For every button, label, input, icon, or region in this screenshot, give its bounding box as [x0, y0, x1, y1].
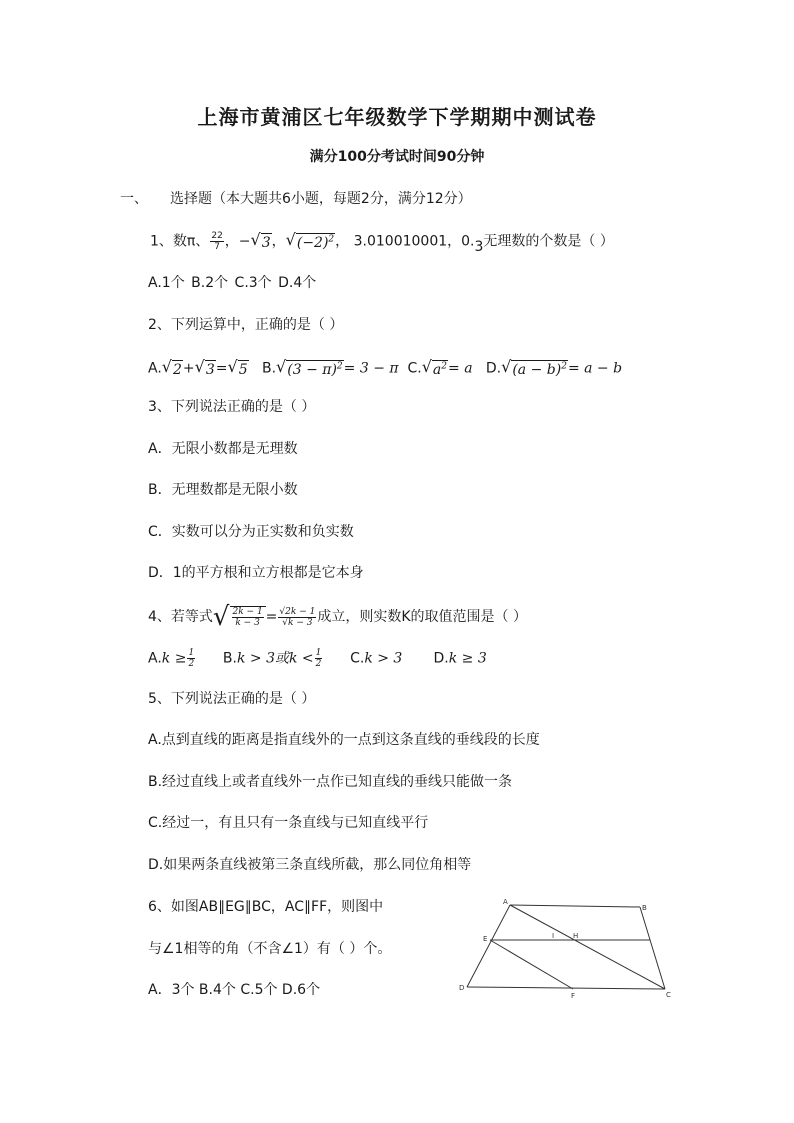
q2-a-eq: =	[215, 360, 228, 377]
q4-a-expr: k ≥	[161, 650, 187, 667]
question-6-stem-line1: 6、如图AB∥EG∥BC，AC∥FF，则图中	[148, 899, 384, 915]
q1-repeat-digit: 3	[474, 238, 484, 255]
q4-tail: 成立，则实数K的取值范围是（ ）	[317, 609, 527, 625]
question-5-stem: 5、下列说法正确的是（ ）	[148, 691, 316, 707]
question-3-option-d: D．1的平方根和立方根都是它本身	[148, 565, 364, 581]
question-4-stem	[148, 604, 527, 630]
figure-label-f: F	[571, 992, 576, 1000]
q1-sqrt2-arg: (−2)	[296, 235, 329, 251]
figure-label-a: A	[503, 898, 508, 906]
question-3-stem: 3、下列说法正确的是（ ）	[148, 399, 316, 415]
segment-dc	[467, 987, 665, 989]
q4-lhs: √ $\frac{2k - 1}{k - 3}$	[213, 604, 266, 630]
q2-a-label: A.	[148, 360, 162, 377]
q1-sep2: ，	[271, 233, 286, 250]
figure-label-c: C	[666, 991, 671, 999]
q1-sqrt3-arg: 3	[261, 235, 271, 251]
segment-ad	[467, 905, 510, 987]
q1-tail: 无理数的个数是（ ）	[483, 233, 614, 250]
question-6-options: A．3个 B.4个 C.5个 D.6个	[148, 982, 321, 998]
q1-frac-num: 22	[211, 231, 223, 241]
q2-d-exp: 2	[561, 361, 567, 372]
q2-a-r2: 3	[205, 362, 215, 378]
section-heading: 选择题（本大题共6小题，每题2分，满分12分）	[170, 191, 472, 207]
q4-b-label: B.	[222, 650, 237, 667]
q1-sqrt3: √ 3	[250, 230, 271, 251]
q4-c-label: C.	[350, 650, 365, 667]
q2-a-r3: 5	[238, 362, 248, 378]
q2-d-rhs: = a − b	[567, 360, 623, 377]
q2-b-arg: (3 − π)	[287, 362, 337, 378]
q1-sep1: ，	[224, 233, 239, 250]
q4-lead: 4、若等式	[148, 609, 213, 625]
q4-a-label: A.	[148, 650, 162, 667]
q1-decimal: 3.010010001，0.	[353, 233, 475, 250]
question-5-option-a: A.点到直线的距离是指直线外的一点到这条直线的垂线段的长度	[148, 732, 540, 748]
question-5-option-b: B.经过直线上或者直线外一点作已知直线的垂线只能做一条	[148, 774, 513, 790]
question-3-option-a: A．无限小数都是无理数	[148, 441, 298, 457]
q1-sep3: ，	[335, 233, 350, 250]
q1-sqrt-neg2-sq: √ $(-2)^2$	[285, 230, 335, 251]
figure-label-h: H	[573, 932, 579, 940]
q2-b-label: B.	[261, 360, 277, 377]
figure-label-d: D	[459, 984, 465, 992]
q4-d-label: D.	[433, 650, 449, 667]
q4-a-num: 1	[188, 648, 195, 658]
q2-c-exp: 2	[441, 361, 448, 372]
figure-label-e: E	[483, 935, 488, 943]
question-4-options	[148, 648, 487, 669]
figure-label-b: B	[642, 904, 647, 912]
q2-d-arg: (a − b)	[512, 362, 562, 378]
q1-lead: 1、数π、	[150, 233, 210, 250]
q4-c-expr: k > 3	[364, 650, 403, 667]
question-3-option-c: C．实数可以分为正实数和负实数	[148, 524, 354, 540]
q4-d-expr: k ≥ 3	[448, 650, 487, 667]
q2-c-label: C.	[407, 360, 422, 377]
q2-a-r1: 2	[172, 362, 182, 378]
exam-title: 上海市黄浦区七年级数学下学期期中测试卷	[197, 105, 597, 129]
question-3-option-b: B．无理数都是无限小数	[148, 482, 298, 498]
q4-a-den: 2	[188, 659, 195, 669]
q4-rhs-den: k − 3	[288, 617, 313, 628]
q4-lhs-num: 2k − 1	[232, 607, 263, 617]
q4-eq: =	[265, 609, 278, 625]
figure-label-i: I	[552, 932, 555, 940]
q2-c-rhs: = a	[448, 360, 473, 377]
q1-neg-sign: −	[238, 233, 251, 250]
q4-rhs-num: 2k − 1	[285, 606, 316, 617]
question-1-options: A.1个 B.2个 C.3个 D.4个	[148, 275, 317, 291]
exam-subtitle: 满分100分考试时间90分钟	[309, 149, 485, 165]
question-2-stem: 2、下列运算中，正确的是（ ）	[148, 317, 344, 333]
segment-ef	[490, 940, 573, 989]
question-1-stem	[150, 230, 614, 255]
segment-ac	[510, 905, 665, 989]
q2-c-arg: a	[432, 362, 442, 378]
q2-d-label: D.	[485, 360, 502, 377]
q1-fraction	[210, 231, 223, 252]
question-6-stem-line2: 与∠1相等的角（不含∠1）有（ ）个。	[148, 941, 392, 957]
q1-frac-den: 7	[214, 242, 220, 252]
question-2-options: A. √ 2 + √ 3 = √ 5 B. √ $(3 - \pi)^2$ = 3 − π C. √ $a^2$ = a D. √ $(a - b)^2$ = a − b	[148, 357, 623, 378]
q2-a-plus: +	[182, 360, 195, 377]
q1-sqrt2-exp: 2	[328, 234, 335, 245]
q4-b-expr: k > 3或k <	[236, 650, 314, 667]
q4-b-den: 2	[315, 659, 322, 669]
section-number: 一、	[120, 191, 148, 207]
question-6-figure	[455, 895, 680, 1005]
q2-b-rhs: = 3 − π	[343, 360, 399, 377]
segment-bc	[640, 907, 665, 989]
q4-rhs: $\frac{√2k - 1}{√k - 3}$	[279, 606, 316, 628]
segment-ab	[510, 905, 640, 907]
question-5-option-c: C.经过一，有且只有一条直线与已知直线平行	[148, 815, 429, 831]
question-5-option-d: D.如果两条直线被第三条直线所截，那么同位角相等	[148, 857, 472, 873]
q2-b-exp: 2	[336, 361, 343, 372]
q4-lhs-den: k − 3	[235, 618, 260, 628]
q4-b-num: 1	[315, 648, 322, 658]
